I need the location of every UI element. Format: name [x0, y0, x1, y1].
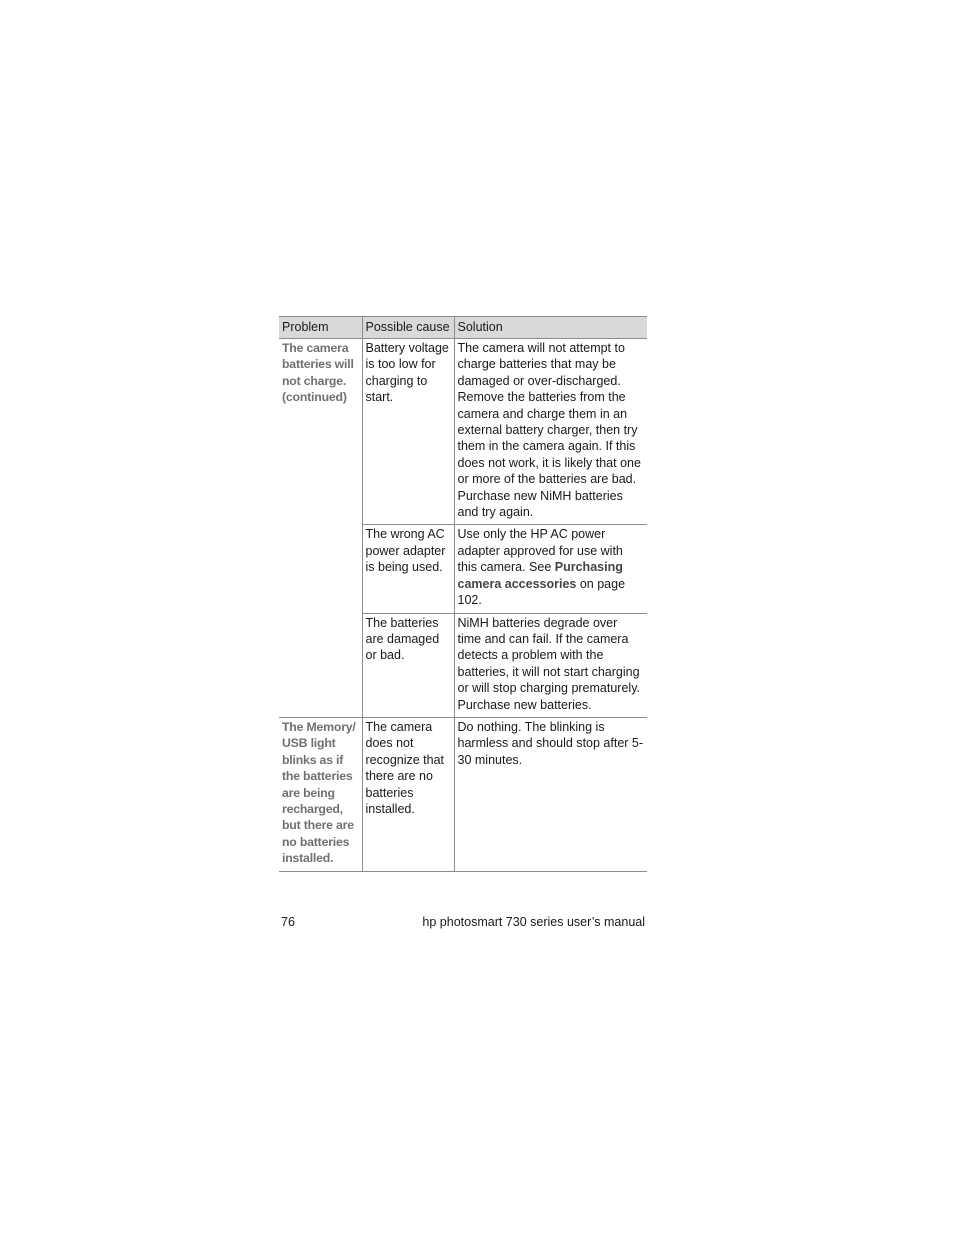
table-row: [279, 717, 647, 871]
troubleshooting-table: [279, 316, 647, 872]
cause-cell: The batteries are damaged or bad.: [362, 613, 454, 717]
solution-cell: Do nothing. The blinking is harmless and should stop after 5-30 minutes.: [454, 717, 647, 871]
solution-cell: [454, 525, 647, 613]
cause-cell: The camera does not recognize that there are no batteries installed.: [362, 717, 454, 871]
solution-text: Use only the HP AC power adapter approved for use with this camera. See: [457, 527, 623, 575]
cause-cell: The wrong AC power adapter is being used.: [362, 525, 454, 613]
cause-cell: Battery voltage is too low for charging to start.: [362, 339, 454, 525]
problem-cell: The camera batteries will not charge. (continued): [279, 339, 362, 718]
manual-title: hp photosmart 730 series user’s manual: [422, 915, 645, 929]
table-header-row: [279, 317, 647, 339]
cross-reference-link[interactable]: Purchasing camera accessories: [457, 560, 623, 591]
header-possible-cause: Possible cause: [362, 317, 454, 339]
solution-text: on page 102.: [457, 576, 626, 608]
header-problem: Problem: [279, 317, 362, 339]
solution-cell: The camera will not attempt to charge batteries that may be damaged or over-discharged. Remove the batteries from the camera and charge them in an external battery charger, then try them in the camera again. If this does not work, it is likely that one or more of the batteries are bad. Purchase new NiMH batteries and try again.: [454, 339, 647, 525]
solution-cell: NiMH batteries degrade over time and can fail. If the camera detects a problem with the batteries, it will not start charging or will stop charging prematurely. Purchase new batteries.: [454, 613, 647, 717]
header-solution: Solution: [454, 317, 647, 339]
page-number: 76: [281, 915, 295, 929]
problem-cell: The Memory/ USB light blinks as if the batteries are being recharged, but there are no batteries installed.: [279, 717, 362, 871]
table-row: [279, 339, 647, 525]
